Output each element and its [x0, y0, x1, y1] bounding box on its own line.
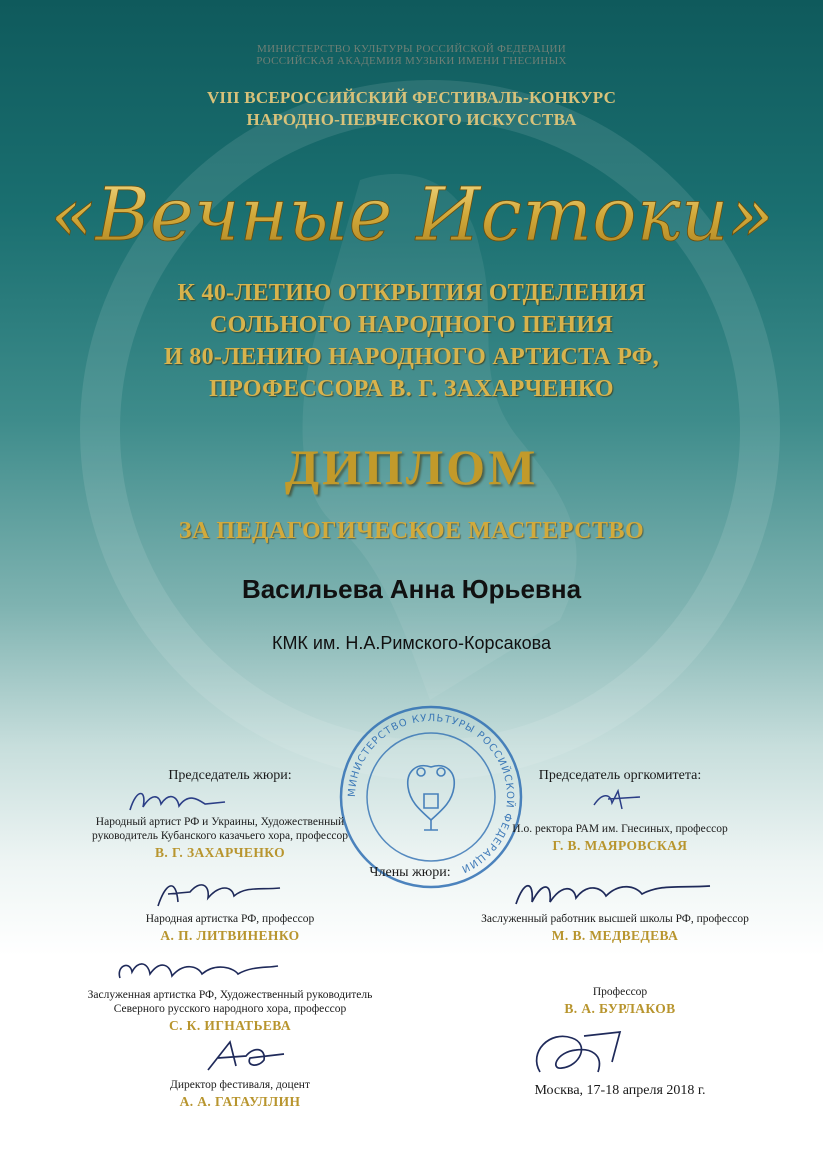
signature-litvinenko — [150, 872, 290, 914]
orgcommittee-chair-heading: Председатель оргкомитета: — [538, 768, 702, 783]
jury-chair-role-1: Народный артист РФ и Украины, Художественный — [95, 816, 345, 828]
seal-text: МИНИСТЕРСТВО КУЛЬТУРЫ РОССИЙСКОЙ ФЕДЕРАЦИИ — [346, 712, 516, 875]
dedication-line-3: И 80-ЛЕНИЮ НАРОДНОГО АРТИСТА РФ, — [164, 344, 659, 370]
ministry-line-1: МИНИСТЕРСТВО КУЛЬТУРЫ РОССИЙСКОЙ ФЕДЕРАЦИИ — [257, 43, 566, 55]
diploma-heading: ДИПЛОМ — [284, 439, 539, 495]
festival-director-role: Директор фестиваля, доцент — [170, 1079, 310, 1091]
orgcommittee-chair-name: Г. В. МАЯРОВСКАЯ — [552, 838, 688, 853]
signature-orgcommittee — [588, 783, 648, 819]
jury-members-heading: Члены жюри: — [369, 865, 451, 880]
jury-member-3-role-2: Северного русского народного хора, профессор — [113, 1003, 347, 1015]
jury-member-3-role-1: Заслуженная артистка РФ, Художественный руководитель — [87, 989, 373, 1001]
dedication-line-2: СОЛЬНОГО НАРОДНОГО ПЕНИЯ — [210, 312, 613, 338]
double-headed-eagle-icon — [408, 766, 455, 830]
jury-member-4-name: В. А. БУРЛАКОВ — [564, 1001, 676, 1016]
signature-ignatieva — [112, 952, 282, 992]
festival-director-name: А. А. ГАТАУЛЛИН — [179, 1094, 301, 1109]
nomination: ЗА ПЕДАГОГИЧЕСКОЕ МАСТЕРСТВО — [178, 518, 645, 544]
jury-member-2-role: Заслуженный работник высшей школы РФ, профессор — [481, 913, 749, 925]
festival-title: «Вечные Истоки» — [50, 172, 774, 258]
recipient-organization: КМК им. Н.А.Римского-Корсакова — [271, 633, 552, 653]
place-and-date: Москва, 17-18 апреля 2018 г. — [534, 1083, 706, 1098]
official-seal — [336, 702, 526, 892]
jury-member-1-role: Народная артистка РФ, профессор — [145, 913, 315, 925]
signature-medvedeva — [510, 872, 720, 916]
signature-burlakov — [520, 1022, 640, 1086]
festival-line-1: VIII ВСЕРОССИЙСКИЙ ФЕСТИВАЛЬ-КОНКУРС — [206, 88, 617, 107]
ministry-line-2: РОССИЙСКАЯ АКАДЕМИЯ МУЗЫКИ ИМЕНИ ГНЕСИНЫХ — [256, 55, 567, 67]
jury-member-4-role: Профессор — [592, 986, 648, 998]
dedication-line-1: К 40-ЛЕТИЮ ОТКРЫТИЯ ОТДЕЛЕНИЯ — [177, 280, 646, 306]
recipient-name: Васильева Анна Юрьевна — [241, 574, 582, 604]
jury-member-3-name: С. К. ИГНАТЬЕВА — [168, 1018, 292, 1033]
festival-line-2: НАРОДНО-ПЕВЧЕСКОГО ИСКУССТВА — [246, 110, 577, 129]
jury-chair-heading: Председатель жюри: — [168, 768, 292, 783]
title-calligraphy — [40, 160, 785, 270]
jury-chair-role-2: руководитель Кубанского казачьего хора, профессор — [91, 830, 349, 842]
jury-chair-name: В. Г. ЗАХАРЧЕНКО — [155, 845, 285, 860]
signature-gataullin — [200, 1036, 290, 1078]
jury-member-1-name: А. П. ЛИТВИНЕНКО — [160, 928, 300, 943]
dedication-line-4: ПРОФЕССОРА В. Г. ЗАХАРЧЕНКО — [209, 376, 614, 402]
jury-member-2-name: М. В. МЕДВЕДЕВА — [551, 928, 679, 943]
orgcommittee-chair-role: И.о. ректора РАМ им. Гнесиных, профессор — [512, 823, 728, 835]
